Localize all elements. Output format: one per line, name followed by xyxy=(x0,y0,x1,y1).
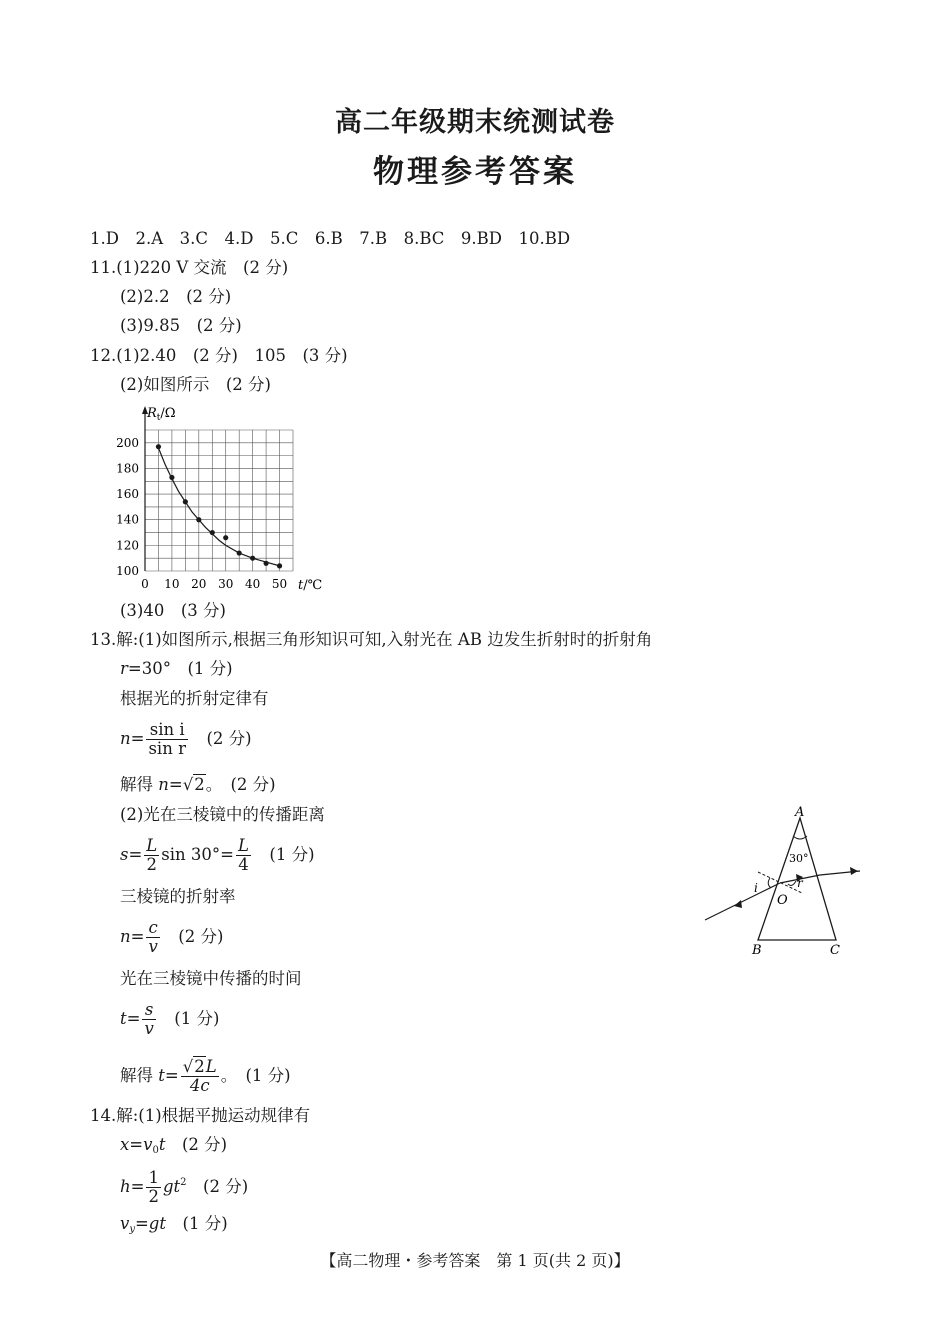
x-tick-label: 10 xyxy=(164,577,180,591)
q13-line6: (2)光在三棱镜中的传播距离 xyxy=(120,805,325,824)
x-tick-label: 30 xyxy=(218,577,234,591)
vertex-c-label: C xyxy=(830,943,840,958)
vertex-a-label: A xyxy=(795,805,805,820)
apex-angle-label: 30° xyxy=(789,852,809,865)
page-subtitle: 物理参考答案 xyxy=(373,154,577,190)
q13-line8: 三棱镜的折射率 xyxy=(120,887,236,906)
y-axis-label: $R_t/\Omega$ xyxy=(147,406,176,423)
q13-line9: n= $\frac{c}{v}$ (2 分) xyxy=(120,918,224,956)
data-point xyxy=(250,556,255,561)
resistance-temperature-chart xyxy=(110,400,340,595)
q12-line3: (3)40 (3 分) xyxy=(120,601,226,620)
q13-line3: 根据光的折射定律有 xyxy=(120,689,269,708)
x-tick-label: 0 xyxy=(141,577,149,591)
chart-grid xyxy=(145,430,293,571)
incident-ray xyxy=(705,883,780,920)
x-axis-label: t/℃ xyxy=(298,578,323,593)
x-tick-label: 50 xyxy=(271,577,288,591)
data-point xyxy=(237,550,242,555)
page-footer: 【高二物理・参考答案 第 1 页(共 2 页)】 xyxy=(320,1251,630,1270)
refraction-angle-label: r xyxy=(797,876,803,890)
q13-line4: n= $\frac{\text{sin i}}{\text{sin r}}$ (2 分) xyxy=(120,720,252,758)
q13-line7: s= $\frac{L}{2}$ sin 30°= $\frac{L}{4}$ (1 分) xyxy=(120,836,315,874)
x-tick-label: 20 xyxy=(191,577,207,591)
q14-line1: 14.解:(1)根据平抛运动规律有 xyxy=(90,1106,311,1125)
chart-tick-labels xyxy=(116,436,287,591)
data-point xyxy=(169,475,174,480)
data-point xyxy=(277,563,282,568)
data-point xyxy=(263,561,268,566)
q14-line4: $v_y=gt$ (1 分) xyxy=(120,1214,228,1235)
incidence-angle-arc xyxy=(768,878,771,888)
y-tick-label: 140 xyxy=(116,512,139,527)
vertex-b-label: B xyxy=(752,943,762,958)
y-tick-label: 160 xyxy=(116,487,139,502)
q12-line1: 12.(1)2.40 (2 分) 105 (3 分) xyxy=(90,346,348,365)
x-tick-label: 40 xyxy=(244,577,261,591)
data-point xyxy=(196,517,201,522)
mc-answers: 1.D 2.A 3.C 4.D 5.C 6.B 7.B 8.BC 9.BD 10.BD xyxy=(90,229,571,248)
q14-line3: h= $\frac{1}{2}$ $gt^2$ (2 分) xyxy=(120,1168,249,1206)
y-tick-label: 100 xyxy=(116,564,139,578)
data-point xyxy=(156,444,161,449)
q11-line2: (2)2.2 (2 分) xyxy=(120,287,232,306)
q12-line2: (2)如图所示 (2 分) xyxy=(120,375,271,394)
q14-line2: $x=v_0t$ (2 分) xyxy=(120,1135,228,1156)
chart-axes xyxy=(142,406,148,571)
q13-line10: 光在三棱镜中传播的时间 xyxy=(120,969,302,988)
data-point xyxy=(183,499,188,504)
y-tick-label: 120 xyxy=(116,538,139,553)
emergent-arrow-icon xyxy=(850,867,858,875)
q11-line1: 11.(1)220 V 交流 (2 分) xyxy=(90,258,289,277)
prism-diagram xyxy=(700,800,870,960)
q13-line2: r=30° (1 分) xyxy=(120,659,233,678)
q13-line5: 解得 n=√2。 (2 分) xyxy=(120,775,276,794)
y-tick-label: 180 xyxy=(116,461,139,476)
point-o-label: O xyxy=(777,893,788,908)
incidence-angle-label: i xyxy=(754,881,758,895)
data-points xyxy=(156,444,282,568)
q13-line12: 解得 t= $\frac{√2L}{4c}$ 。 (1 分) xyxy=(120,1057,291,1095)
incident-arrow-icon xyxy=(734,900,742,908)
data-point xyxy=(223,535,228,540)
y-tick-label: 200 xyxy=(116,435,139,450)
q13-line11: t= $\frac{s}{v}$ (1 分) xyxy=(120,1000,220,1038)
q13-line1: 13.解:(1)如图所示,根据三角形知识可知,入射光在 AB 边发生折射时的折射角 xyxy=(90,630,653,649)
data-point xyxy=(210,530,215,535)
q11-line3: (3)9.85 (2 分) xyxy=(120,316,242,335)
page-title: 高二年级期末统测试卷 xyxy=(335,107,615,138)
